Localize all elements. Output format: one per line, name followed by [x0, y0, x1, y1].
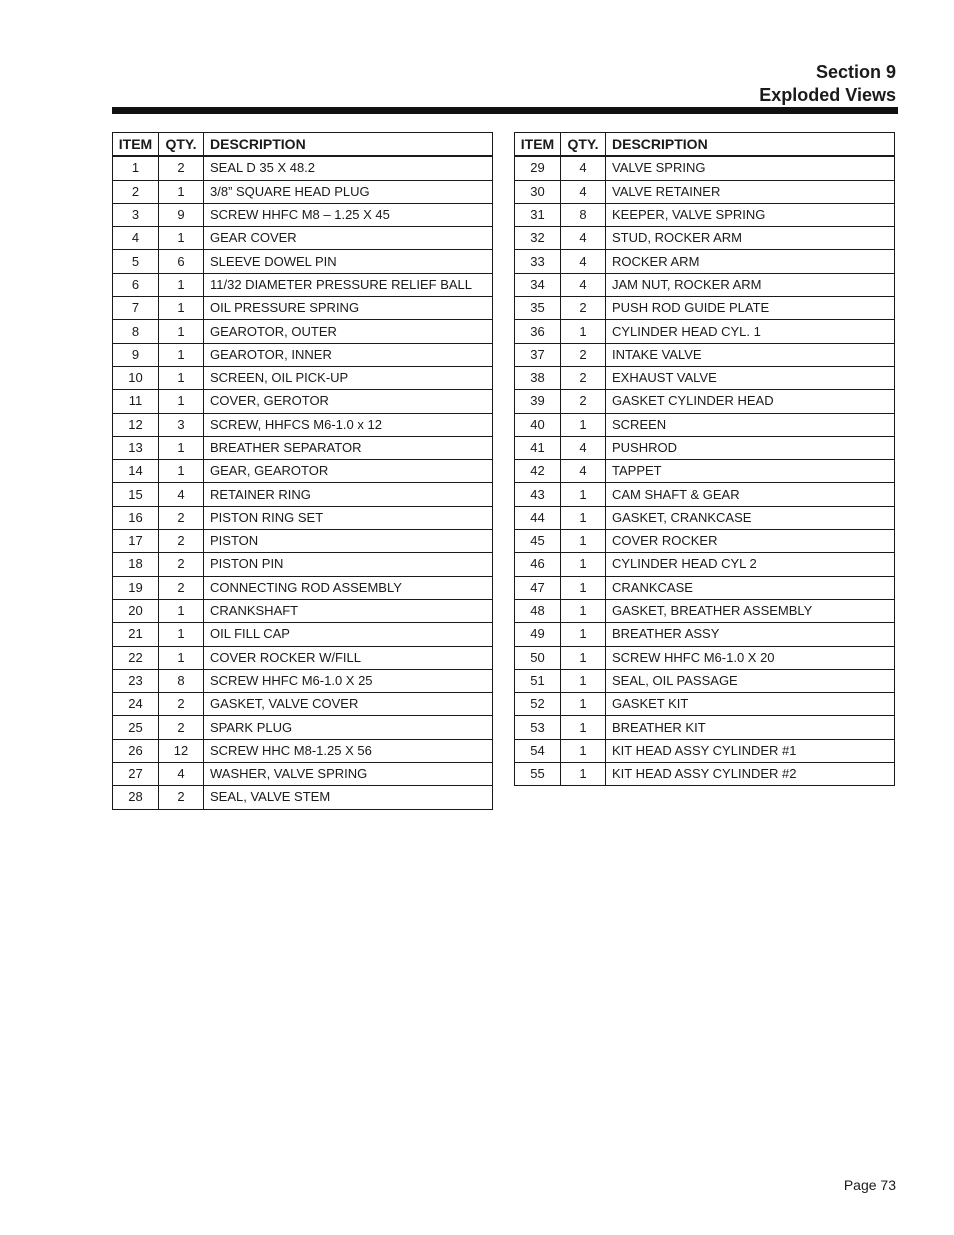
qty-cell: 1 — [159, 390, 204, 413]
item-cell: 41 — [515, 436, 561, 459]
item-cell: 43 — [515, 483, 561, 506]
description-cell: 11/32 DIAMETER PRESSURE RELIEF BALL — [204, 273, 493, 296]
qty-cell: 1 — [159, 180, 204, 203]
qty-cell: 2 — [561, 390, 606, 413]
table-row — [515, 530, 895, 553]
item-cell: 45 — [515, 530, 561, 553]
description-cell: SCREEN — [606, 413, 895, 436]
description-cell: PUSHROD — [606, 436, 895, 459]
table-row — [515, 343, 895, 366]
description-cell: GEAR, GEAROTOR — [204, 460, 493, 483]
table-row — [113, 250, 493, 273]
qty-cell: 1 — [561, 623, 606, 646]
description-cell: SCREEN, OIL PICK-UP — [204, 366, 493, 389]
qty-cell: 1 — [561, 483, 606, 506]
qty-cell: 1 — [561, 506, 606, 529]
description-cell: CYLINDER HEAD CYL 2 — [606, 553, 895, 576]
qty-cell: 2 — [159, 716, 204, 739]
description-cell: WASHER, VALVE SPRING — [204, 763, 493, 786]
description-cell: GASKET, BREATHER ASSEMBLY — [606, 599, 895, 622]
description-cell: PUSH ROD GUIDE PLATE — [606, 297, 895, 320]
description-cell: BREATHER KIT — [606, 716, 895, 739]
description-cell: SCREW HHC M8-1.25 X 56 — [204, 739, 493, 762]
table-row — [113, 390, 493, 413]
description-cell: CAM SHAFT & GEAR — [606, 483, 895, 506]
item-cell: 36 — [515, 320, 561, 343]
description-cell: CYLINDER HEAD CYL. 1 — [606, 320, 895, 343]
item-cell: 53 — [515, 716, 561, 739]
item-cell: 15 — [113, 483, 159, 506]
item-cell: 48 — [515, 599, 561, 622]
qty-cell: 2 — [159, 693, 204, 716]
item-cell: 9 — [113, 343, 159, 366]
table-row — [515, 693, 895, 716]
item-cell: 16 — [113, 506, 159, 529]
item-cell: 55 — [515, 763, 561, 786]
item-cell: 11 — [113, 390, 159, 413]
item-cell: 2 — [113, 180, 159, 203]
item-cell: 14 — [113, 460, 159, 483]
item-cell: 44 — [515, 506, 561, 529]
qty-cell: 6 — [159, 250, 204, 273]
description-cell: COVER, GEROTOR — [204, 390, 493, 413]
item-cell: 29 — [515, 156, 561, 180]
qty-cell: 2 — [159, 156, 204, 180]
qty-cell: 1 — [159, 436, 204, 459]
table-row — [113, 786, 493, 809]
item-cell: 18 — [113, 553, 159, 576]
column-header-description: DESCRIPTION — [204, 133, 493, 157]
parts-table-left-body — [113, 156, 493, 809]
description-cell: OIL FILL CAP — [204, 623, 493, 646]
qty-cell: 1 — [561, 646, 606, 669]
item-cell: 17 — [113, 530, 159, 553]
table-row — [113, 623, 493, 646]
item-cell: 12 — [113, 413, 159, 436]
item-cell: 13 — [113, 436, 159, 459]
qty-cell: 1 — [561, 693, 606, 716]
item-cell: 6 — [113, 273, 159, 296]
parts-table-right-body — [515, 156, 895, 786]
table-row — [515, 413, 895, 436]
table-row — [515, 669, 895, 692]
description-cell: SCREW HHFC M8 – 1.25 X 45 — [204, 203, 493, 226]
description-cell: SLEEVE DOWEL PIN — [204, 250, 493, 273]
qty-cell: 2 — [561, 343, 606, 366]
description-cell: SCREW HHFC M6-1.0 X 25 — [204, 669, 493, 692]
table-row — [113, 227, 493, 250]
item-cell: 24 — [113, 693, 159, 716]
description-cell: SPARK PLUG — [204, 716, 493, 739]
table-row — [515, 646, 895, 669]
description-cell: RETAINER RING — [204, 483, 493, 506]
table-row — [515, 203, 895, 226]
description-cell: PISTON — [204, 530, 493, 553]
table-row — [113, 343, 493, 366]
description-cell: KEEPER, VALVE SPRING — [606, 203, 895, 226]
description-cell: BREATHER ASSY — [606, 623, 895, 646]
item-cell: 32 — [515, 227, 561, 250]
item-cell: 8 — [113, 320, 159, 343]
description-cell: GASKET, CRANKCASE — [606, 506, 895, 529]
table-row — [515, 506, 895, 529]
table-row — [515, 553, 895, 576]
description-cell: CRANKCASE — [606, 576, 895, 599]
qty-cell: 4 — [561, 156, 606, 180]
table-row — [113, 763, 493, 786]
description-cell: KIT HEAD ASSY CYLINDER #1 — [606, 739, 895, 762]
column-header-item: ITEM — [113, 133, 159, 157]
qty-cell: 1 — [159, 273, 204, 296]
table-row — [113, 203, 493, 226]
item-cell: 33 — [515, 250, 561, 273]
column-header-description: DESCRIPTION — [606, 133, 895, 157]
table-row — [113, 483, 493, 506]
description-cell: GASKET, VALVE COVER — [204, 693, 493, 716]
qty-cell: 8 — [159, 669, 204, 692]
qty-cell: 2 — [561, 297, 606, 320]
description-cell: BREATHER SEPARATOR — [204, 436, 493, 459]
item-cell: 42 — [515, 460, 561, 483]
item-cell: 49 — [515, 623, 561, 646]
item-cell: 3 — [113, 203, 159, 226]
qty-cell: 1 — [159, 599, 204, 622]
item-cell: 52 — [515, 693, 561, 716]
parts-table-right — [514, 132, 895, 786]
qty-cell: 2 — [159, 506, 204, 529]
item-cell: 22 — [113, 646, 159, 669]
qty-cell: 1 — [561, 739, 606, 762]
qty-cell: 4 — [561, 460, 606, 483]
description-cell: GASKET KIT — [606, 693, 895, 716]
qty-cell: 1 — [159, 343, 204, 366]
item-cell: 27 — [113, 763, 159, 786]
table-row — [515, 436, 895, 459]
description-cell: VALVE SPRING — [606, 156, 895, 180]
item-cell: 19 — [113, 576, 159, 599]
qty-cell: 2 — [159, 576, 204, 599]
table-row — [515, 460, 895, 483]
description-cell: SCREW, HHFCS M6-1.0 x 12 — [204, 413, 493, 436]
table-row — [113, 460, 493, 483]
table-row — [113, 366, 493, 389]
table-row — [515, 576, 895, 599]
description-cell: GEAROTOR, INNER — [204, 343, 493, 366]
description-cell: SEAL D 35 X 48.2 — [204, 156, 493, 180]
item-cell: 28 — [113, 786, 159, 809]
item-cell: 10 — [113, 366, 159, 389]
description-cell: 3/8” SQUARE HEAD PLUG — [204, 180, 493, 203]
description-cell: SEAL, OIL PASSAGE — [606, 669, 895, 692]
qty-cell: 8 — [561, 203, 606, 226]
description-cell: CONNECTING ROD ASSEMBLY — [204, 576, 493, 599]
item-cell: 26 — [113, 739, 159, 762]
description-cell: JAM NUT, ROCKER ARM — [606, 273, 895, 296]
qty-cell: 1 — [159, 227, 204, 250]
item-cell: 4 — [113, 227, 159, 250]
parts-table-left — [112, 132, 493, 810]
qty-cell: 1 — [159, 460, 204, 483]
table-row — [515, 227, 895, 250]
table-row — [515, 320, 895, 343]
description-cell: GASKET CYLINDER HEAD — [606, 390, 895, 413]
qty-cell: 1 — [159, 297, 204, 320]
qty-cell: 4 — [561, 250, 606, 273]
table-row — [113, 693, 493, 716]
qty-cell: 1 — [159, 320, 204, 343]
description-cell: EXHAUST VALVE — [606, 366, 895, 389]
item-cell: 47 — [515, 576, 561, 599]
table-row — [515, 180, 895, 203]
header-rule — [112, 107, 898, 114]
table-row — [113, 530, 493, 553]
qty-cell: 4 — [561, 436, 606, 459]
item-cell: 1 — [113, 156, 159, 180]
table-row — [515, 623, 895, 646]
description-cell: COVER ROCKER W/FILL — [204, 646, 493, 669]
table-row — [113, 506, 493, 529]
qty-cell: 1 — [159, 646, 204, 669]
column-header-qty: QTY. — [561, 133, 606, 157]
description-cell: PISTON RING SET — [204, 506, 493, 529]
table-row — [515, 366, 895, 389]
table-row — [515, 250, 895, 273]
description-cell: SEAL, VALVE STEM — [204, 786, 493, 809]
qty-cell: 1 — [561, 553, 606, 576]
table-row — [515, 716, 895, 739]
qty-cell: 2 — [159, 786, 204, 809]
item-cell: 20 — [113, 599, 159, 622]
description-cell: COVER ROCKER — [606, 530, 895, 553]
qty-cell: 4 — [159, 763, 204, 786]
table-row — [113, 413, 493, 436]
table-row — [113, 599, 493, 622]
qty-cell: 1 — [561, 413, 606, 436]
page-header — [759, 61, 896, 107]
section-subtitle: Exploded Views — [759, 85, 896, 105]
table-row — [515, 599, 895, 622]
table-row — [515, 483, 895, 506]
description-cell: VALVE RETAINER — [606, 180, 895, 203]
qty-cell: 4 — [159, 483, 204, 506]
qty-cell: 4 — [561, 227, 606, 250]
table-row — [515, 156, 895, 180]
description-cell: ROCKER ARM — [606, 250, 895, 273]
item-cell: 25 — [113, 716, 159, 739]
description-cell: OIL PRESSURE SPRING — [204, 297, 493, 320]
qty-cell: 1 — [159, 623, 204, 646]
table-row — [113, 646, 493, 669]
item-cell: 50 — [515, 646, 561, 669]
description-cell: GEAR COVER — [204, 227, 493, 250]
qty-cell: 1 — [561, 576, 606, 599]
qty-cell: 12 — [159, 739, 204, 762]
table-row — [113, 716, 493, 739]
section-title: Section 9 — [815, 62, 896, 82]
table-row — [515, 739, 895, 762]
description-cell: STUD, ROCKER ARM — [606, 227, 895, 250]
item-cell: 37 — [515, 343, 561, 366]
item-cell: 34 — [515, 273, 561, 296]
description-cell: CRANKSHAFT — [204, 599, 493, 622]
item-cell: 46 — [515, 553, 561, 576]
column-header-qty: QTY. — [159, 133, 204, 157]
qty-cell: 1 — [561, 716, 606, 739]
qty-cell: 1 — [561, 669, 606, 692]
description-cell: SCREW HHFC M6-1.0 X 20 — [606, 646, 895, 669]
qty-cell: 4 — [561, 180, 606, 203]
item-cell: 54 — [515, 739, 561, 762]
qty-cell: 9 — [159, 203, 204, 226]
qty-cell: 2 — [159, 553, 204, 576]
description-cell: TAPPET — [606, 460, 895, 483]
table-row — [113, 553, 493, 576]
qty-cell: 1 — [561, 763, 606, 786]
table-row — [515, 763, 895, 786]
qty-cell: 2 — [561, 366, 606, 389]
page-number: Page 73 — [843, 1177, 896, 1193]
item-cell: 39 — [515, 390, 561, 413]
qty-cell: 4 — [561, 273, 606, 296]
item-cell: 5 — [113, 250, 159, 273]
table-row — [113, 436, 493, 459]
table-row — [113, 739, 493, 762]
item-cell: 30 — [515, 180, 561, 203]
item-cell: 51 — [515, 669, 561, 692]
qty-cell: 1 — [561, 320, 606, 343]
description-cell: INTAKE VALVE — [606, 343, 895, 366]
column-header-item: ITEM — [515, 133, 561, 157]
table-row — [113, 297, 493, 320]
table-row — [515, 390, 895, 413]
table-row — [515, 297, 895, 320]
table-row — [515, 273, 895, 296]
qty-cell: 1 — [561, 530, 606, 553]
item-cell: 40 — [515, 413, 561, 436]
description-cell: PISTON PIN — [204, 553, 493, 576]
table-row — [113, 576, 493, 599]
table-row — [113, 156, 493, 180]
description-cell: GEAROTOR, OUTER — [204, 320, 493, 343]
table-row — [113, 320, 493, 343]
description-cell: KIT HEAD ASSY CYLINDER #2 — [606, 763, 895, 786]
item-cell: 7 — [113, 297, 159, 320]
table-row — [113, 180, 493, 203]
item-cell: 21 — [113, 623, 159, 646]
qty-cell: 1 — [159, 366, 204, 389]
table-header-row — [515, 133, 895, 157]
item-cell: 38 — [515, 366, 561, 389]
item-cell: 35 — [515, 297, 561, 320]
table-row — [113, 273, 493, 296]
item-cell: 31 — [515, 203, 561, 226]
item-cell: 23 — [113, 669, 159, 692]
table-header-row — [113, 133, 493, 157]
qty-cell: 3 — [159, 413, 204, 436]
qty-cell: 1 — [561, 599, 606, 622]
qty-cell: 2 — [159, 530, 204, 553]
table-row — [113, 669, 493, 692]
